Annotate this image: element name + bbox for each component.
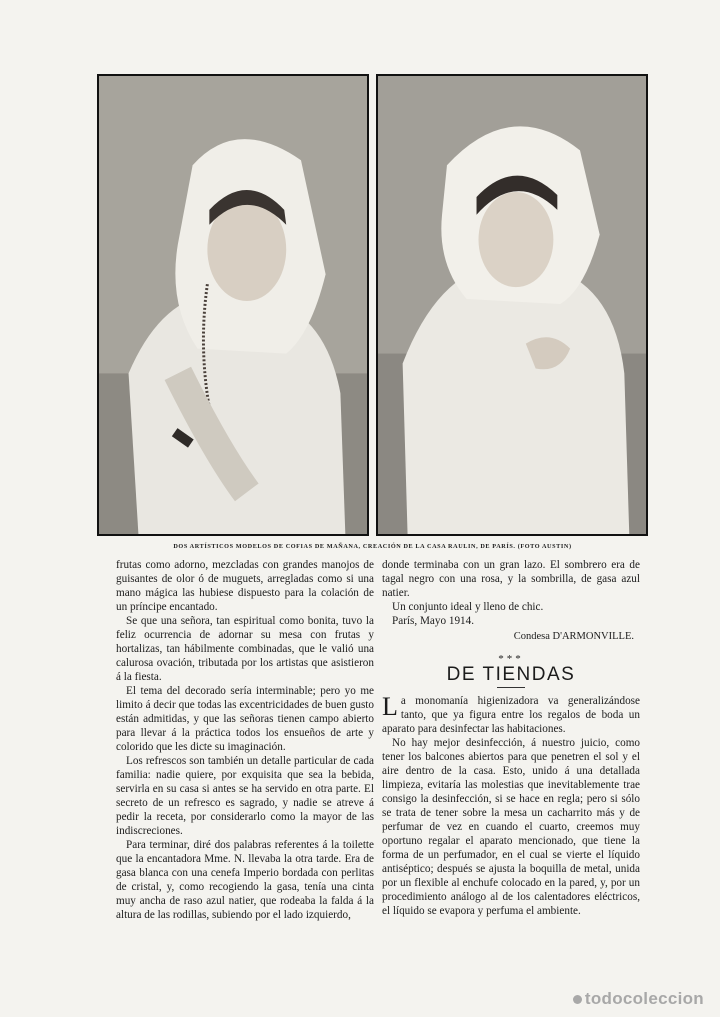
paragraph: frutas como adorno, mezcladas con grandes manojos de guisantes de olor ó de muguets, arregladas como si una mano mágica las hubiese dispuesto para la colación de un príncipe encantado.: [116, 559, 374, 613]
right-text-column: [382, 558, 640, 918]
watermark-text: todocoleccion: [584, 989, 704, 1008]
portrait-illustration-right: [378, 76, 646, 534]
watermark: [573, 989, 704, 1009]
paragraph: Para terminar, diré dos palabras referentes á la toilette que la encantadora Mme. N. llevaba la otra tarde. Era de gasa blanca con una cenefa Imperio bordada con perlitas de cristal, y, como recogiendo la gasa, tenía una cinta muy ancha de raso azul natier, que rodeaba la falda á la altura de las rodillas, subiendo por el lado izquierdo,: [116, 839, 374, 921]
paragraph-text: a monomanía higienizadora va generalizándose tanto, que ya figura entre los regalos de boda un aparato para desinfectar las habitaciones.: [382, 695, 640, 735]
paragraph: donde terminaba con un gran lazo. El sombrero era de tagal negro con una rosa, y la sombrilla, de gasa azul natier.: [382, 559, 640, 599]
portrait-illustration-left: [99, 76, 367, 534]
dateline: París, Mayo 1914.: [392, 615, 475, 627]
title-rule: [497, 687, 525, 688]
watermark-logo-icon: [573, 995, 582, 1004]
paragraph: Los refrescos son también un detalle particular de cada familia: nadie quiere, por exquisita que sea la bebida, servirla en su casa si antes se ha servido en otra parte. El secreto de un refresco es sagrado, y nadie se atreve á pedir la receta, por considerarlo como la mayor de las indiscreciones.: [116, 755, 374, 837]
paragraph: Se que una señora, tan espiritual como bonita, tuvo la feliz ocurrencia de adornar su mesa con frutas y hortalizas, tan hábilmente combinadas, que le valió una calurosa ovación, tributada por los artistas que asistieron á la fiesta.: [116, 615, 374, 683]
photo-caption: DOS ARTÍSTICOS MODELOS DE COFIAS DE MAÑANA, CREACIÓN DE LA CASA RAULIN, DE PARÍS. (FOTO AUSTIN): [173, 543, 572, 550]
paragraph: No hay mejor desinfección, á nuestro juicio, como tener los balcones abiertos para que penetren el sol y el aire dentro de la casa. Esto, unido á una detallada limpieza, evitaría las molestias que inevitablemente trae consigo la desinfección, si se hace en regla; pero si sólo se trata de tener sobre la mesa un cacharrito más y de perfumar de vez en cuando el cuarto, creemos muy oportuno regalar el aparato mencionado, que tiene la forma de un perfumador, en el cual se vierte el líquido antiséptico; después se ajusta la boquilla de metal, unida por un flexible al enchufe colocado en la pared, y, por un procedimiento análogo al de los calentadores eléctricos, el líquido se evapora y perfuma el ambiente.: [382, 737, 640, 917]
paragraph: [382, 694, 640, 736]
left-text-column: [116, 558, 374, 922]
photo-left-woman-with-cap: [97, 74, 369, 536]
photo-right-woman-with-cap: [376, 74, 648, 536]
drop-cap: L: [382, 692, 398, 721]
section-separator-stars: ***: [498, 653, 524, 665]
paragraph: El tema del decorado sería interminable; pero yo me limito á decir que todas las excentricidades de buen gusto están admitidas, y que las señoras tienen campo abierto para llevar á la práctica todos los ensueños de arte y colorido que les dicte su imaginación.: [116, 685, 374, 753]
section-title: DE TIENDAS: [446, 664, 576, 685]
author-signature: Condesa D'ARMONVILLE.: [513, 631, 634, 642]
paragraph: Un conjunto ideal y lleno de chic.: [392, 601, 544, 613]
